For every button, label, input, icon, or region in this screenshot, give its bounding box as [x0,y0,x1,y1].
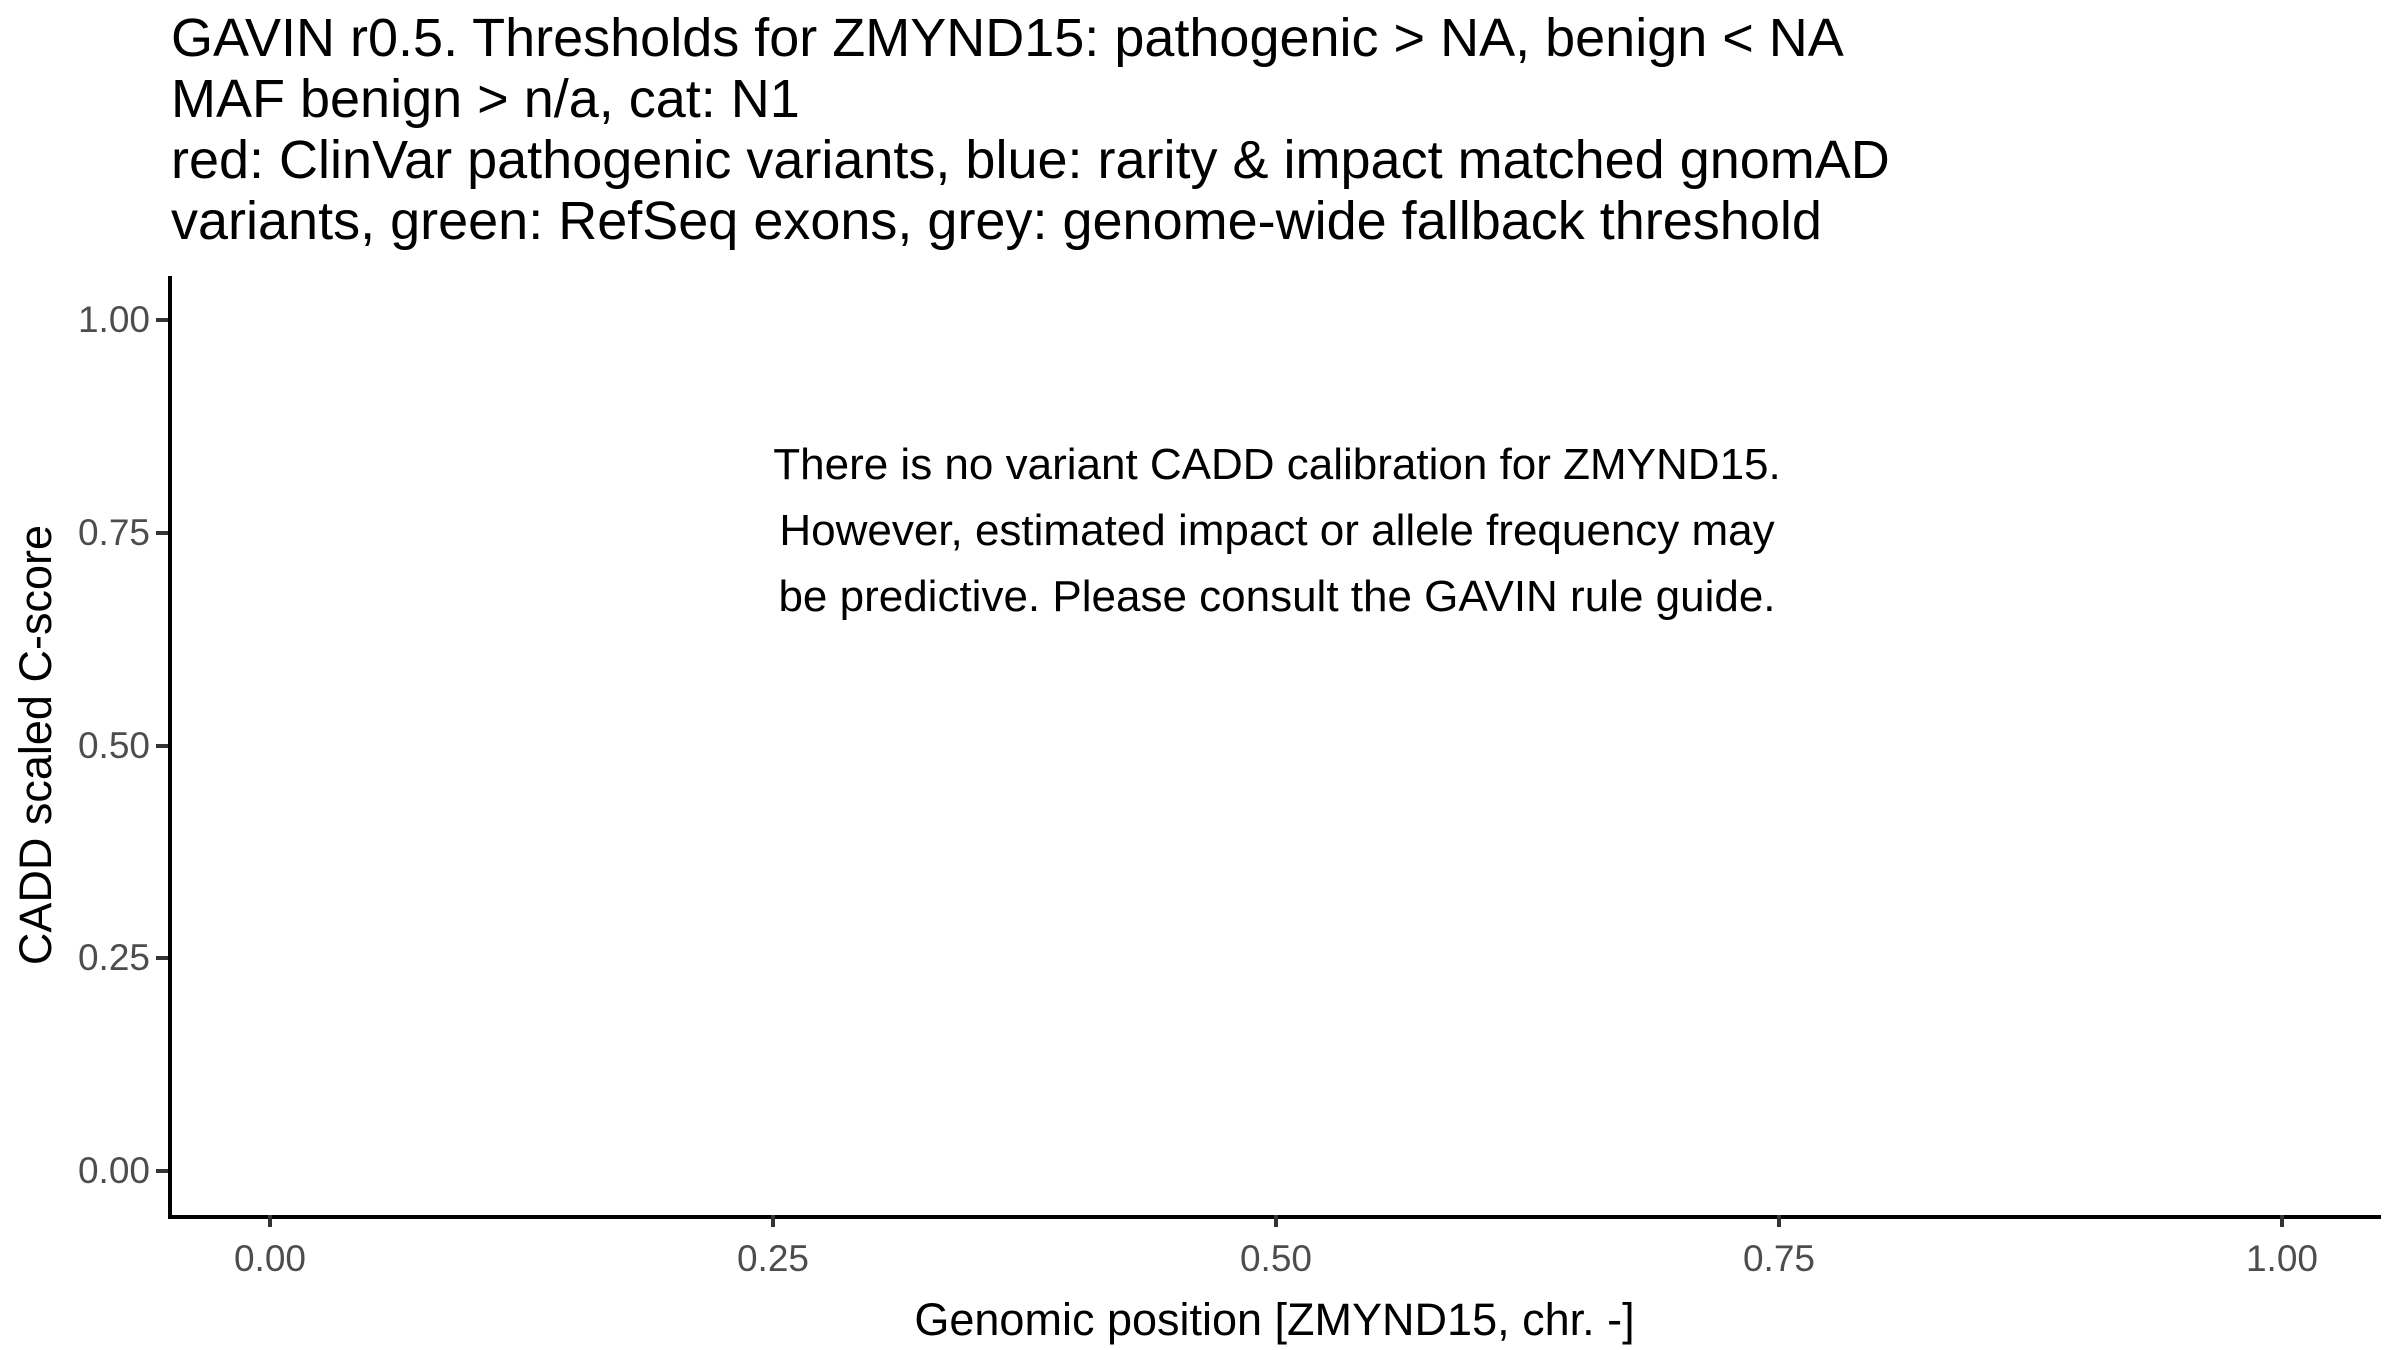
plot-title-line-2: MAF benign > n/a, cat: N1 [171,69,800,129]
x-tick-mark-0.25 [771,1215,775,1227]
y-tick-mark-0.25 [156,956,168,960]
annotation-line-3: be predictive. Please consult the GAVIN rule guide. [778,572,1776,621]
y-tick-mark-1.00 [156,318,168,322]
y-tick-label-0.00: 0.00 [77,1150,150,1191]
x-tick-label-0.75: 0.75 [1742,1238,1815,1279]
y-tick-mark-0.75 [156,531,168,535]
x-tick-mark-0.50 [1274,1215,1278,1227]
y-tick-label-0.75: 0.75 [77,512,150,553]
plot-title-line-4: variants, green: RefSeq exons, grey: genome-wide fallback threshold [171,191,1822,251]
y-axis-title [10,276,62,1215]
annotation-line-1: There is no variant CADD calibration for ZMYND15. [773,440,1781,489]
no-calibration-annotation [627,432,1927,630]
annotation-line-2: However, estimated impact or allele frequency may [779,506,1775,555]
plot-panel [168,276,2381,1219]
x-tick-mark-0.75 [1777,1215,1781,1227]
x-axis-title: Genomic position [ZMYND15, chr. -] [914,1294,1635,1345]
y-tick-label-1.00: 1.00 [77,299,150,340]
y-tick-label-0.25: 0.25 [77,937,150,978]
y-axis-title-text: CADD scaled C-score [10,525,61,966]
x-tick-label-0.25: 0.25 [736,1238,809,1279]
x-tick-mark-0.00 [268,1215,272,1227]
y-tick-mark-0.50 [156,744,168,748]
plot-title [171,8,1890,252]
y-tick-label-0.50: 0.50 [77,725,150,766]
plot-title-line-1: GAVIN r0.5. Thresholds for ZMYND15: pathogenic > NA, benign < NA [171,8,1844,68]
x-tick-label-1.00: 1.00 [2245,1238,2318,1279]
x-tick-label-0.50: 0.50 [1239,1238,1312,1279]
x-tick-mark-1.00 [2280,1215,2284,1227]
y-tick-mark-0.00 [156,1169,168,1173]
plot-title-line-3: red: ClinVar pathogenic variants, blue: rarity & impact matched gnomAD [171,130,1890,190]
x-tick-label-0.00: 0.00 [233,1238,306,1279]
